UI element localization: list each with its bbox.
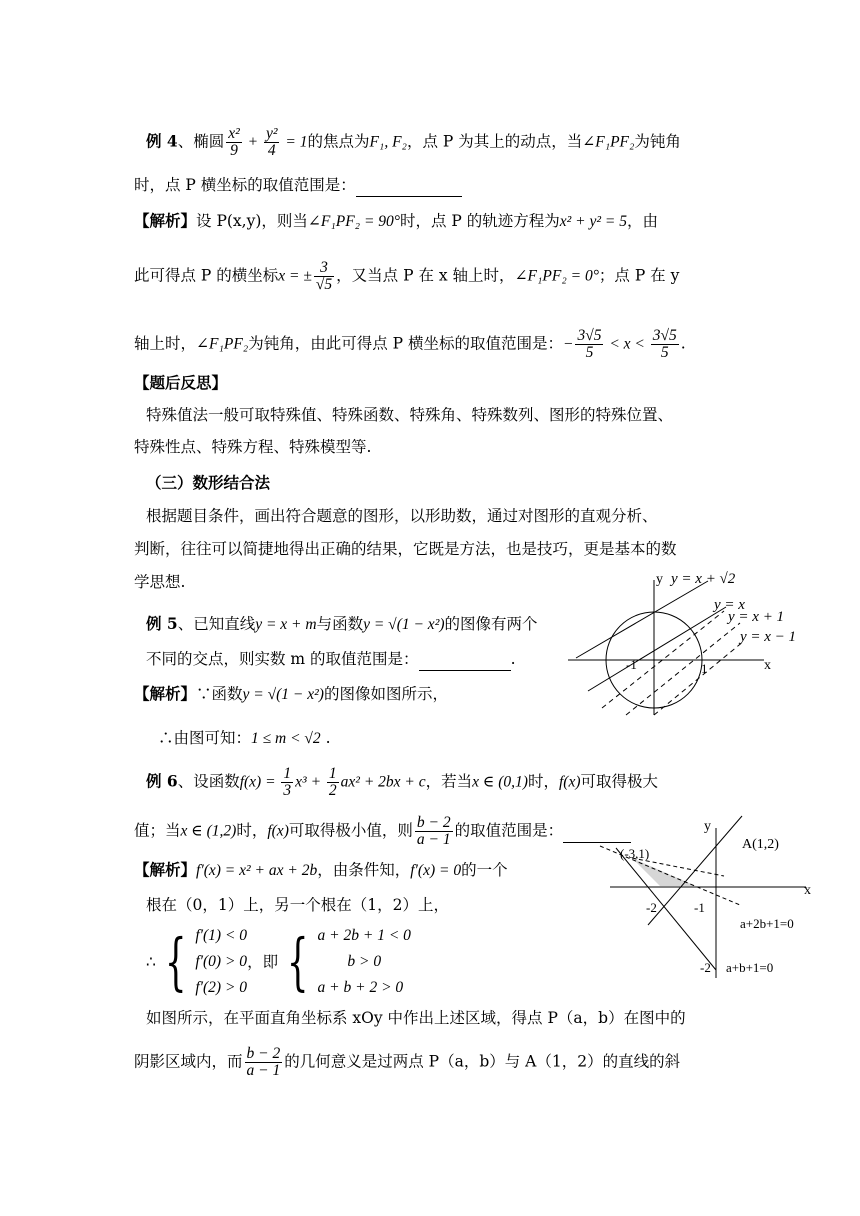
fig2-line2-label: a+b+1=0 <box>726 960 774 975</box>
ex4-frac-y: $\frac{\text{y²}}{4}$ <box>265 125 278 159</box>
fig1-line-1 <box>588 607 726 691</box>
ex6-sol-line2: 根在（0，1）上，另一个根在（1，2）上， <box>146 896 449 914</box>
fig2-x-label: x <box>804 883 811 898</box>
ex6-label: 例 6 <box>146 771 178 791</box>
ex4-line1: 例 4、椭圆 $\frac{\text{x²}}{9}$ + $\frac{\text{y²}}{4}$ = 1的焦点为F₁, F₂，点 P 为其上的动点，当∠F₁PF₂为钝角 <box>146 125 681 159</box>
fig1-top-label: y = x + √2 <box>671 571 736 587</box>
ex4-frac-lo: $\frac{3√5}{5}$ <box>577 327 602 361</box>
fig2-tick-m2: -2 <box>646 900 657 915</box>
ex5-line1: 例 5、已知直线y = x + m与函数y = √(1 − x²)的图像有两个 <box>146 614 538 633</box>
fig2-A-label: A(1,2) <box>742 837 779 852</box>
ex5-sol-label: 【解析】 <box>134 684 197 703</box>
ex6-fig-line: 如图所示，在平面直角坐标系 xOy 中作出上述区域，得点 P（a，b）在图中的 <box>146 1009 686 1027</box>
ex6-last-line: 阴影区域内，而 $\frac{b - 2}{a - 1}$ 的几何意义是过两点 P（a，b）与 A（1，2）的直线的斜 <box>134 1045 681 1079</box>
ex4-sol-line1: 【解析】设 P(x,y)，则当∠F₁PF₂ = 90°时，点 P 的轨迹方程为x² + y² = 5，由 <box>134 211 659 230</box>
ex6-sol-line1: 【解析】f′(x) = x² + ax + 2b，由条件知，f′(x) = 0的一个 <box>134 860 508 879</box>
reflection-line2: 特殊性点、特殊方程、特殊模型等. <box>134 438 372 456</box>
ex6-sol-label: 【解析】 <box>134 860 197 879</box>
fig1-y-label: y <box>656 572 663 587</box>
ex6-line2: 值；当x ∈ (1,2)时，f(x)可取得极小值，则 $\frac{b - 2}{a - 1}$ 的取值范围是： <box>134 815 631 848</box>
fig1-line-xp1 <box>626 623 740 715</box>
fig1-xm1-label: y = x − 1 <box>740 629 797 645</box>
ex4-frac-3-root5: $\frac{3}{√5}$ <box>315 259 333 293</box>
fig2-line1-label: a+2b+1=0 <box>740 916 794 931</box>
ex4-line2: 时，点 P 横坐标的取值范围是： <box>134 174 462 197</box>
fig1-tick-1: 1 <box>701 661 708 676</box>
fig1-line-top <box>576 581 708 658</box>
figure-feasible-region <box>590 810 816 982</box>
ex4-frac-hi: $\frac{3√5}{5}$ <box>652 327 677 361</box>
ex4-sol-line3: 轴上时，∠F₁PF₂为钝角，由此可得点 P 横坐标的取值范围是：− $\frac{3√5}{5}$ < x < $\frac{3√5}{5}$ . <box>134 327 686 361</box>
ex5-answer-blank <box>419 648 511 671</box>
fig1-yx-label: y = x <box>714 597 745 613</box>
section3-line1: 根据题目条件，画出符合题意的图形，以形助数，通过对图形的直观分析、 <box>146 507 658 525</box>
ex6-system-a: f′(1) < 0 f′(0) > 0 f′(2) > 0 <box>195 927 248 996</box>
reflection-line1: 特殊值法一般可取特殊值、特殊函数、特殊角、特殊数列、图形的特殊位置、 <box>146 406 674 424</box>
reflection-title: 【题后反思】 <box>134 373 228 392</box>
ex4-answer-blank <box>356 174 462 197</box>
ex5-label: 例 5 <box>146 614 178 633</box>
fig1-line-xm1 <box>654 641 744 715</box>
fig1-xp1-label: y = x + 1 <box>728 609 785 625</box>
section3-line3: 学思想. <box>134 573 186 591</box>
section3-title: （三）数形结合法 <box>146 473 271 492</box>
ex6-system: ∴ { f′(1) < 0 f′(0) > 0 f′(2) > 0 ，即 { a + 2b + 1 < 0 b > 0 a + b + 2 > 0 <box>146 923 411 1001</box>
ex5-sol-line1: 【解析】∵函数y = √(1 − x²)的图像如图所示， <box>134 684 448 703</box>
fig2-tick-m2y: -2 <box>700 960 711 975</box>
ex4-sol-line2: 此可得点 P 的横坐标x = ± $\frac{3}{√5}$ ，又当点 P 在 x 轴上时，∠F₁PF₂ = 0°；点 P 在 y <box>134 259 680 293</box>
figure-circle-lines <box>568 565 830 720</box>
ex6-line1: 例 6、设函数f(x) = $\frac{1}{3}$ x³ + $\frac{1}{2}$ ax² + 2bx + c，若当x ∈ (0,1)时，f(x)可取得极大 <box>146 765 659 799</box>
fig2-shaded-region <box>632 858 696 886</box>
ex6-ratio: $\frac{b - 2}{a - 1}$ <box>416 814 451 848</box>
fig1-tick-neg1: -1 <box>626 657 637 672</box>
ex4-label: 例 4 <box>146 131 178 151</box>
fig2-tick-m1: -1 <box>694 900 705 915</box>
ex6-system-b: a + 2b + 1 < 0 b > 0 a + b + 2 > 0 <box>317 927 411 996</box>
ex5-sol-line2: ∴由图可知：1 ≤ m < √2 . <box>158 729 331 747</box>
ex5-line2: 不同的交点，则实数 m 的取值范围是： . <box>146 648 516 671</box>
fig1-x-label: x <box>764 658 771 673</box>
section3-line2: 判断，往往可以简捷地得出正确的结果，它既是方法，也是技巧，更是基本的数 <box>134 540 677 558</box>
fig2-y-label: y <box>704 819 711 834</box>
fig2-point-label: (-3,1) <box>620 846 650 861</box>
ex4-sol-label: 【解析】 <box>134 211 197 230</box>
ex4-foci: F₁, F₂ <box>369 133 407 151</box>
ex4-frac-x: $\frac{\text{x²}}{9}$ <box>228 125 240 159</box>
ex4-q1: 、椭圆 <box>177 132 225 151</box>
